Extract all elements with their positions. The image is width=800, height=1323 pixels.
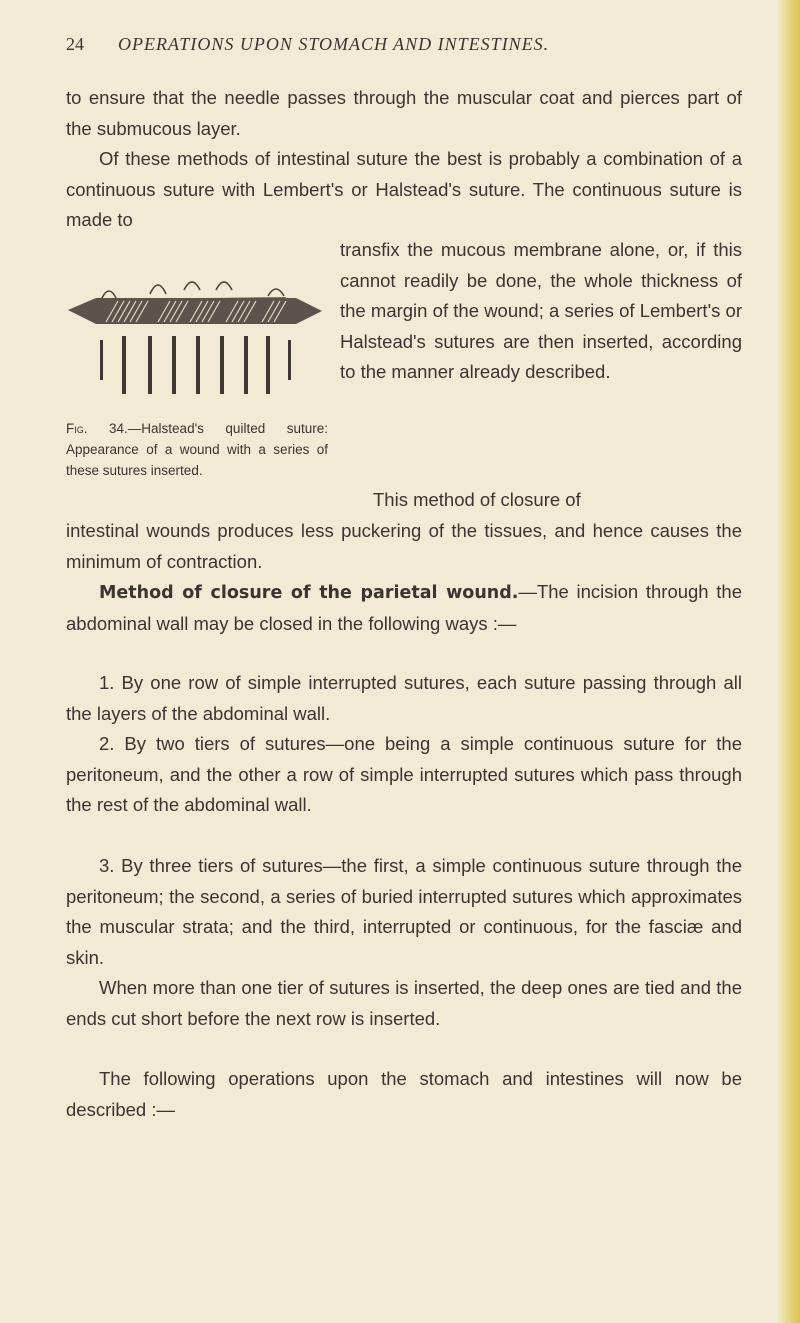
figure-caption <box>66 418 328 481</box>
page-header <box>66 34 766 60</box>
figure-label: Fig. 34. <box>66 421 128 436</box>
paragraph-4 <box>66 577 742 639</box>
section-heading: Method of closure of the parietal wound. <box>99 583 519 603</box>
paragraph-2a: Of these methods of intestinal suture the best is probably a combination of a continuous suture with Lembert's or Halstead's suture. The continuous suture is made to <box>66 148 742 230</box>
figure-34-illustration <box>66 268 336 418</box>
list-item-3: 3. By three tiers of sutures—the first, a simple continuous suture through the peritoneum; the second, a series of buried interrupted sutures which approximates the muscular strata; and the third, interrupted or continuous, for the fasciæ and skin. <box>66 855 742 968</box>
section-heading-text: —The incision through the abdominal wall may be closed in the following ways :— <box>66 581 742 634</box>
running-title: OPERATIONS UPON STOMACH AND INTESTINES. <box>118 34 550 54</box>
paragraph-1: to ensure that the needle passes through the muscular coat and pierces part of the submucous layer. <box>66 87 742 139</box>
suture-diagram-icon <box>66 268 336 418</box>
paragraph-3a: This method of closure of <box>373 489 581 510</box>
paragraph-6: The following operations upon the stomach and intestines will now be described :— <box>66 1068 742 1120</box>
page-edge <box>778 0 800 1323</box>
paragraph-3b: intestinal wounds produces less puckering of the tissues, and hence causes the minimum of contraction. <box>66 520 742 572</box>
list-item-2: 2. By two tiers of sutures—one being a simple continuous suture for the peritoneum, and the other a row of simple interrupted sutures which pass through the rest of the abdominal wall. <box>66 733 742 815</box>
list-item-1: 1. By one row of simple interrupted sutures, each suture passing through all the layers of the abdominal wall. <box>66 672 742 724</box>
paragraph-2b: transfix the mucous membrane alone, or, if this cannot readily be done, the whole thickness of the margin of the wound; a series of Lembert's or Halstead's sutures are then inserted, according to the manner already described. <box>340 239 742 382</box>
figure-caption-text: —Halstead's quilted suture: Appearance of a wound with a series of these sutures inserted. <box>66 421 329 478</box>
page-number: 24 <box>66 34 84 54</box>
paragraph-5: When more than one tier of sutures is inserted, the deep ones are tied and the ends cut short before the next row is inserted. <box>66 977 742 1029</box>
